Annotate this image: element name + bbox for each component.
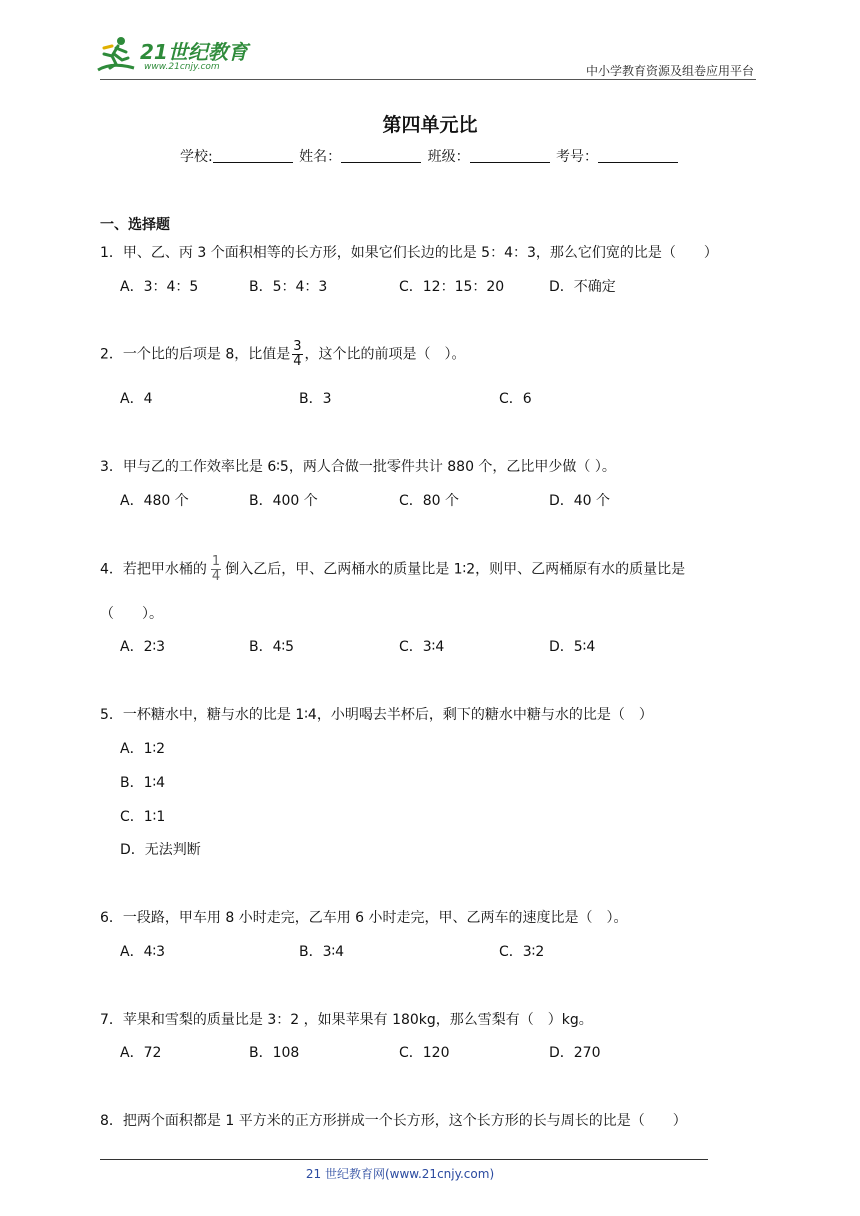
q7-option-d[interactable]: D．270 bbox=[549, 1045, 601, 1061]
logo-text: 21世纪教育 bbox=[140, 40, 248, 64]
name-label: 姓名： bbox=[299, 149, 342, 165]
q7-option-c[interactable]: C．120 bbox=[399, 1045, 450, 1061]
footer-link[interactable]: 21 世纪教育网(www.21cnjy.com) bbox=[305, 1167, 495, 1181]
q7-option-a[interactable]: A．72 bbox=[120, 1045, 162, 1061]
school-blank[interactable] bbox=[213, 149, 293, 163]
question-7: 7．苹果和雪梨的质量比是 3：2 ，如果苹果有 180kg，那么雪梨有（ ）kg。 bbox=[100, 1012, 593, 1028]
q3-option-c[interactable]: C．80 个 bbox=[399, 493, 460, 509]
q4-option-d[interactable]: D．5∶4 bbox=[549, 639, 596, 655]
question-2 bbox=[100, 340, 466, 369]
q4-frac-num: 1 bbox=[211, 554, 221, 569]
q2-text-pre: 2．一个比的后项是 8，比值是 bbox=[100, 346, 291, 363]
q3-option-a[interactable]: A．480 个 bbox=[120, 493, 189, 509]
q4-text-pre: 4．若把甲水桶的 bbox=[100, 561, 207, 578]
q2-frac-den: 4 bbox=[293, 354, 302, 369]
class-blank[interactable] bbox=[470, 149, 550, 163]
question-8: 8．把两个面积都是 1 平方米的正方形拼成一个长方形，这个长方形的长与周长的比是（ ） bbox=[100, 1113, 687, 1129]
header-divider bbox=[100, 79, 756, 80]
name-blank[interactable] bbox=[341, 149, 421, 163]
q5-option-d[interactable]: D．无法判断 bbox=[120, 842, 201, 858]
q5-option-c[interactable]: C．1∶1 bbox=[120, 809, 166, 825]
q4-fraction bbox=[211, 555, 221, 584]
q5-option-b[interactable]: B．1∶4 bbox=[120, 775, 166, 791]
q4-option-c[interactable]: C．3∶4 bbox=[399, 639, 445, 655]
student-info bbox=[0, 146, 860, 166]
question-6: 6．一段路，甲车用 8 小时走完，乙车用 6 小时走完，甲、乙两车的速度比是（ ）。 bbox=[100, 910, 628, 926]
q2-option-a[interactable]: A．4 bbox=[120, 391, 153, 407]
question-5: 5．一杯糖水中，糖与水的比是 1∶4，小明喝去半杯后，剩下的糖水中糖与水的比是（ ） bbox=[100, 707, 653, 723]
q2-option-c[interactable]: C．6 bbox=[499, 391, 532, 407]
q6-option-a[interactable]: A．4∶3 bbox=[120, 944, 166, 960]
page-header bbox=[0, 0, 860, 80]
q1-option-a[interactable]: A．3：4：5 bbox=[120, 279, 199, 295]
q3-option-d[interactable]: D．40 个 bbox=[549, 493, 611, 509]
q6-option-c[interactable]: C．3∶2 bbox=[499, 944, 545, 960]
class-label: 班级： bbox=[427, 149, 470, 165]
site-logo[interactable] bbox=[94, 34, 264, 78]
exam-no-label: 考号： bbox=[556, 149, 599, 165]
question-4-line-2: （ ）。 bbox=[100, 606, 163, 622]
school-label: 学校: bbox=[179, 149, 213, 165]
section-heading: 一、选择题 bbox=[100, 217, 170, 233]
q2-frac-num: 3 bbox=[293, 339, 302, 354]
q2-text-post: ，这个比的前项是（ ）。 bbox=[304, 346, 466, 363]
q1-option-b[interactable]: B．5：4：3 bbox=[249, 279, 328, 295]
question-3: 3．甲与乙的工作效率比是 6∶5，两人合做一批零件共计 880 个，乙比甲少做（ ）。 bbox=[100, 459, 616, 475]
exam-no-blank[interactable] bbox=[598, 149, 678, 163]
runner-logo-icon bbox=[94, 34, 138, 76]
q1-option-c[interactable]: C．12：15：20 bbox=[399, 279, 505, 295]
question-4 bbox=[100, 555, 685, 584]
q2-fraction bbox=[292, 340, 302, 369]
q4-option-b[interactable]: B．4∶5 bbox=[249, 639, 295, 655]
q5-option-a[interactable]: A．1∶2 bbox=[120, 741, 166, 757]
platform-name: 中小学教育资源及组卷应用平台 bbox=[585, 64, 754, 78]
q6-option-b[interactable]: B．3∶4 bbox=[299, 944, 345, 960]
q3-option-b[interactable]: B．400 个 bbox=[249, 493, 318, 509]
q4-option-a[interactable]: A．2∶3 bbox=[120, 639, 166, 655]
q7-option-b[interactable]: B．108 bbox=[249, 1045, 300, 1061]
q2-option-b[interactable]: B．3 bbox=[299, 391, 332, 407]
footer-divider bbox=[100, 1159, 708, 1160]
q4-text-post: 倒入乙后，甲、乙两桶水的质量比是 1∶2，则甲、乙两桶原有水的质量比是 bbox=[225, 561, 686, 578]
question-1: 1．甲、乙、丙 3 个面积相等的长方形，如果它们长边的比是 5：4：3，那么它们宽的比是（ ） bbox=[100, 245, 718, 261]
q4-frac-den: 4 bbox=[211, 569, 221, 584]
page-title: 第四单元比 bbox=[382, 114, 478, 136]
logo-url: www.21cnjy.com bbox=[144, 62, 220, 72]
q1-option-d[interactable]: D．不确定 bbox=[549, 279, 616, 295]
